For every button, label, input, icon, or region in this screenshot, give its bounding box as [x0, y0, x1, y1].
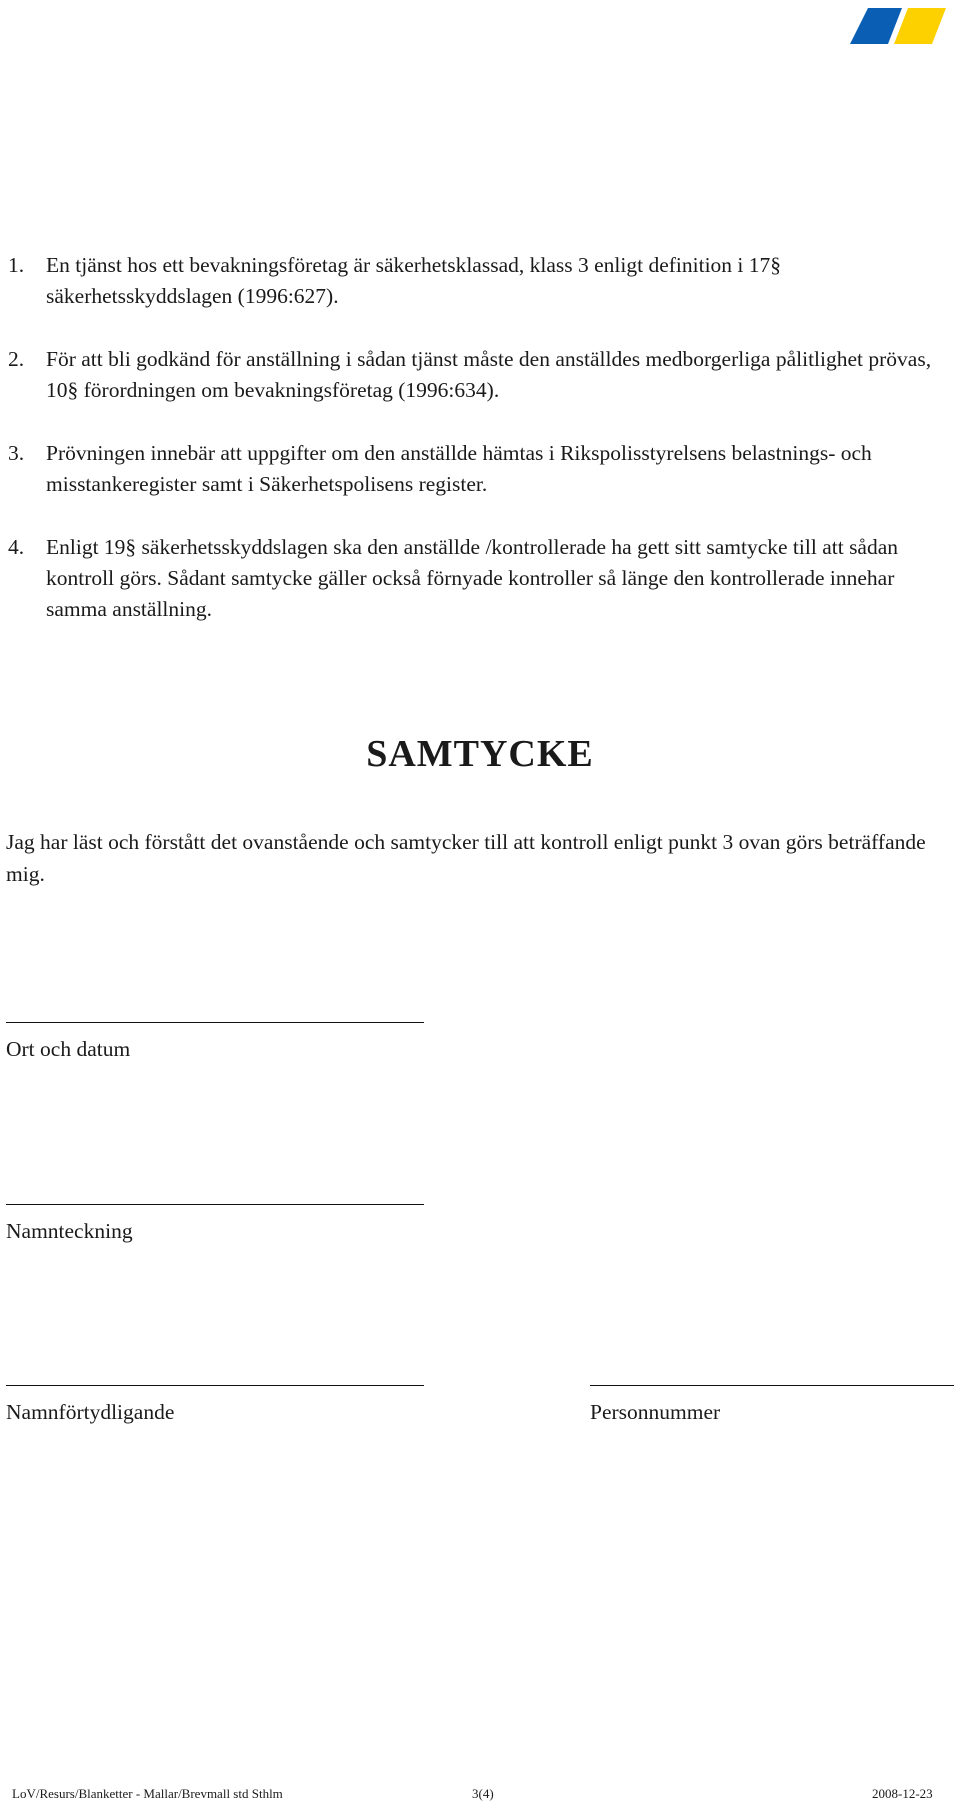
footer-date: 2008-12-23 [872, 1786, 933, 1801]
consent-statement: Jag har läst och förstått det ovanstående och samtycker till att kontroll enligt punkt 3 ovan görs beträffande mig. [6, 830, 926, 886]
list-item-1 [8, 250, 948, 312]
signature-line[interactable] [6, 1204, 424, 1205]
list-item-number: 3. [8, 441, 25, 465]
list-item-text: Prövningen innebär att uppgifter om den anställde hämtas i Rikspolisstyrelsens belastnings- och misstankeregister samt i Säkerhetspolisens register. [46, 441, 872, 496]
list-item-number: 2. [8, 347, 25, 371]
logo-blue-stripe [850, 8, 902, 44]
footer-page-number: 3(4) [472, 1786, 494, 1801]
personal-number-line[interactable] [590, 1385, 954, 1386]
name-clarification-label: Namnförtydligande [6, 1400, 175, 1424]
list-item-2 [8, 344, 948, 406]
consent-heading: SAMTYCKE [366, 733, 594, 775]
list-item-number: 1. [8, 253, 25, 277]
flag-stripes-logo-icon [850, 8, 946, 44]
list-item-number: 4. [8, 535, 25, 559]
personal-number-label: Personnummer [590, 1400, 721, 1424]
signature-label: Namnteckning [6, 1219, 133, 1243]
list-item-text: Enligt 19§ säkerhetsskyddslagen ska den anställde /kontrollerade ha gett sitt samtycke till att sådan kontroll görs. Sådant samtycke gäller också förnyade kontroller så länge den kontrollerade innehar samma anställning. [46, 535, 899, 621]
place-date-label: Ort och datum [6, 1037, 131, 1061]
list-item-3 [8, 438, 948, 500]
place-date-line[interactable] [6, 1022, 424, 1023]
logo-yellow-stripe [894, 8, 946, 44]
list-item-text: En tjänst hos ett bevakningsföretag är säkerhetsklassad, klass 3 enligt definition i 17§ säkerhetsskyddslagen (1996:627). [46, 253, 782, 308]
name-clarification-line[interactable] [6, 1385, 424, 1386]
list-item-text: För att bli godkänd för anställning i sådan tjänst måste den anställdes medborgerliga pålitlighet prövas, 10§ förordningen om bevakningsföretag (1996:634). [46, 347, 932, 402]
footer-path: LoV/Resurs/Blanketter - Mallar/Brevmall std Sthlm [12, 1786, 283, 1801]
list-item-4 [8, 532, 948, 625]
